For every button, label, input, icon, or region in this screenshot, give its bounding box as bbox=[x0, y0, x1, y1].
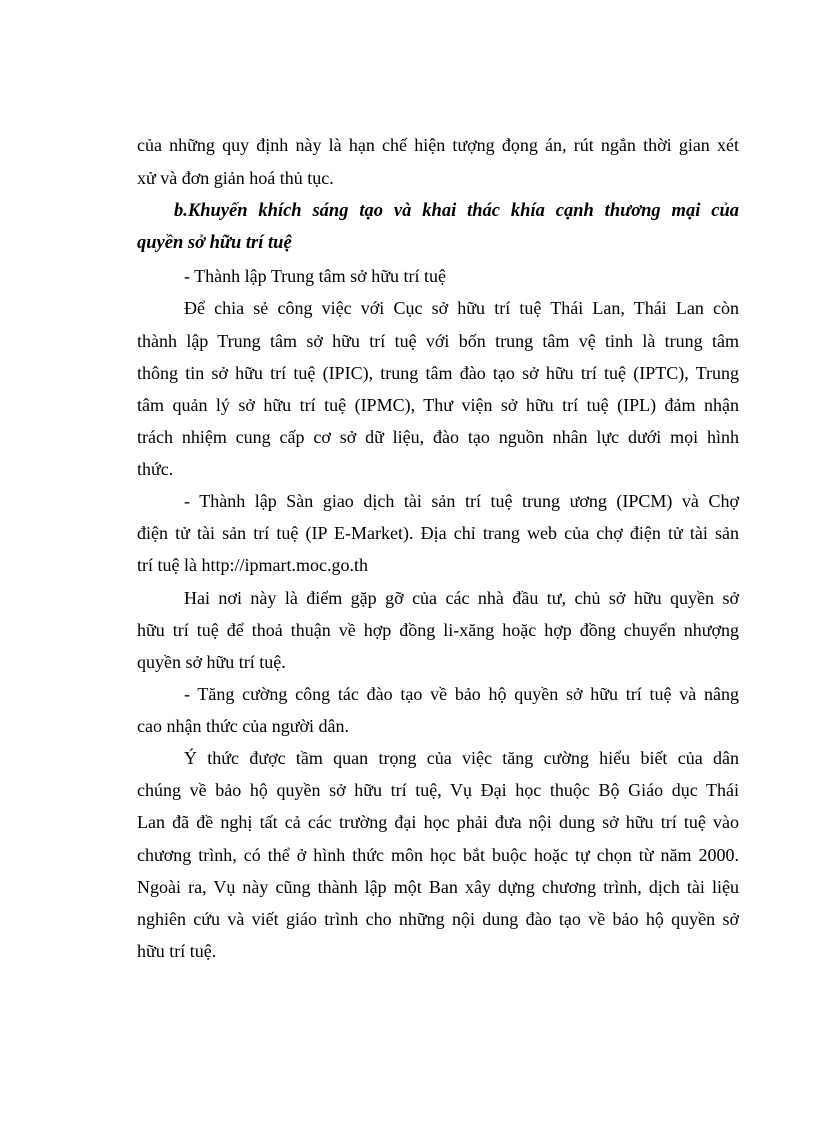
body-text-line: trí tuệ là http://ipmart.moc.go.th bbox=[137, 555, 368, 575]
body-text-line: trách nhiệm cung cấp cơ sở dữ liệu, đào tạo nguồn nhân lực dưới mọi hình bbox=[137, 427, 739, 447]
section-heading: b.Khuyến khích sáng tạo và khai thác khía cạnh thương mại của bbox=[174, 201, 739, 221]
body-text-line: hữu trí tuệ để thoả thuận về hợp đồng li-xăng hoặc hợp đồng chuyển nhượng bbox=[137, 620, 739, 640]
body-text-line: điện tử tài sản trí tuệ (IP E-Market). Địa chỉ trang web của chợ điện tử tài sản bbox=[137, 523, 739, 543]
body-text-line: chúng về bảo hộ quyền sở hữu trí tuệ, Vụ Đại học thuộc Bộ Giáo dục Thái bbox=[137, 780, 739, 800]
body-text-line: cao nhận thức của người dân. bbox=[137, 716, 349, 736]
body-text-line: quyền sở hữu trí tuệ. bbox=[137, 652, 286, 672]
list-item: - Tăng cường công tác đào tạo về bảo hộ quyền sở hữu trí tuệ và nâng bbox=[184, 684, 739, 704]
body-text-line: nghiên cứu và viết giáo trình cho những nội dung đào tạo về bảo hộ quyền sở bbox=[137, 909, 739, 929]
body-text-line: chương trình, có thể ở hình thức môn học bắt buộc hoặc tự chọn từ năm 2000. bbox=[137, 845, 739, 865]
body-text-line: thức. bbox=[137, 459, 174, 479]
body-text-line: thành lập Trung tâm sở hữu trí tuệ với bốn trung tâm vệ tinh là trung tâm bbox=[137, 331, 739, 351]
body-text-line: tâm quản lý sở hữu trí tuệ (IPMC), Thư viện sở hữu trí tuệ (IPL) đảm nhận bbox=[137, 395, 739, 415]
body-text-line: Ngoài ra, Vụ này cũng thành lập một Ban xây dựng chương trình, dịch tài liệu bbox=[137, 877, 739, 897]
body-text-line: Lan đã đề nghị tất cả các trường đại học phải đưa nội dung sở hữu trí tuệ vào bbox=[137, 812, 739, 832]
body-text-line: thông tin sở hữu trí tuệ (IPIC), trung tâm đào tạo sở hữu trí tuệ (IPTC), Trung bbox=[137, 363, 739, 383]
list-item: - Thành lập Sàn giao dịch tài sản trí tuệ trung ương (IPCM) và Chợ bbox=[184, 491, 739, 511]
body-text-line: hữu trí tuệ. bbox=[137, 941, 217, 961]
body-text-line: Ý thức được tầm quan trọng của việc tăng cường hiểu biết của dân bbox=[184, 748, 739, 768]
body-text-line: Để chia sẻ công việc với Cục sở hữu trí tuệ Thái Lan, Thái Lan còn bbox=[184, 298, 739, 318]
section-heading: quyền sở hữu trí tuệ bbox=[137, 233, 292, 253]
list-item: - Thành lập Trung tâm sở hữu trí tuệ bbox=[184, 266, 446, 286]
body-text-line: Hai nơi này là điểm gặp gỡ của các nhà đầu tư, chủ sở hữu quyền sở bbox=[184, 588, 739, 608]
body-text-line: của những quy định này là hạn chế hiện tượng đọng án, rút ngắn thời gian xét bbox=[137, 135, 739, 155]
body-text-line: xử và đơn giản hoá thủ tục. bbox=[137, 168, 334, 188]
